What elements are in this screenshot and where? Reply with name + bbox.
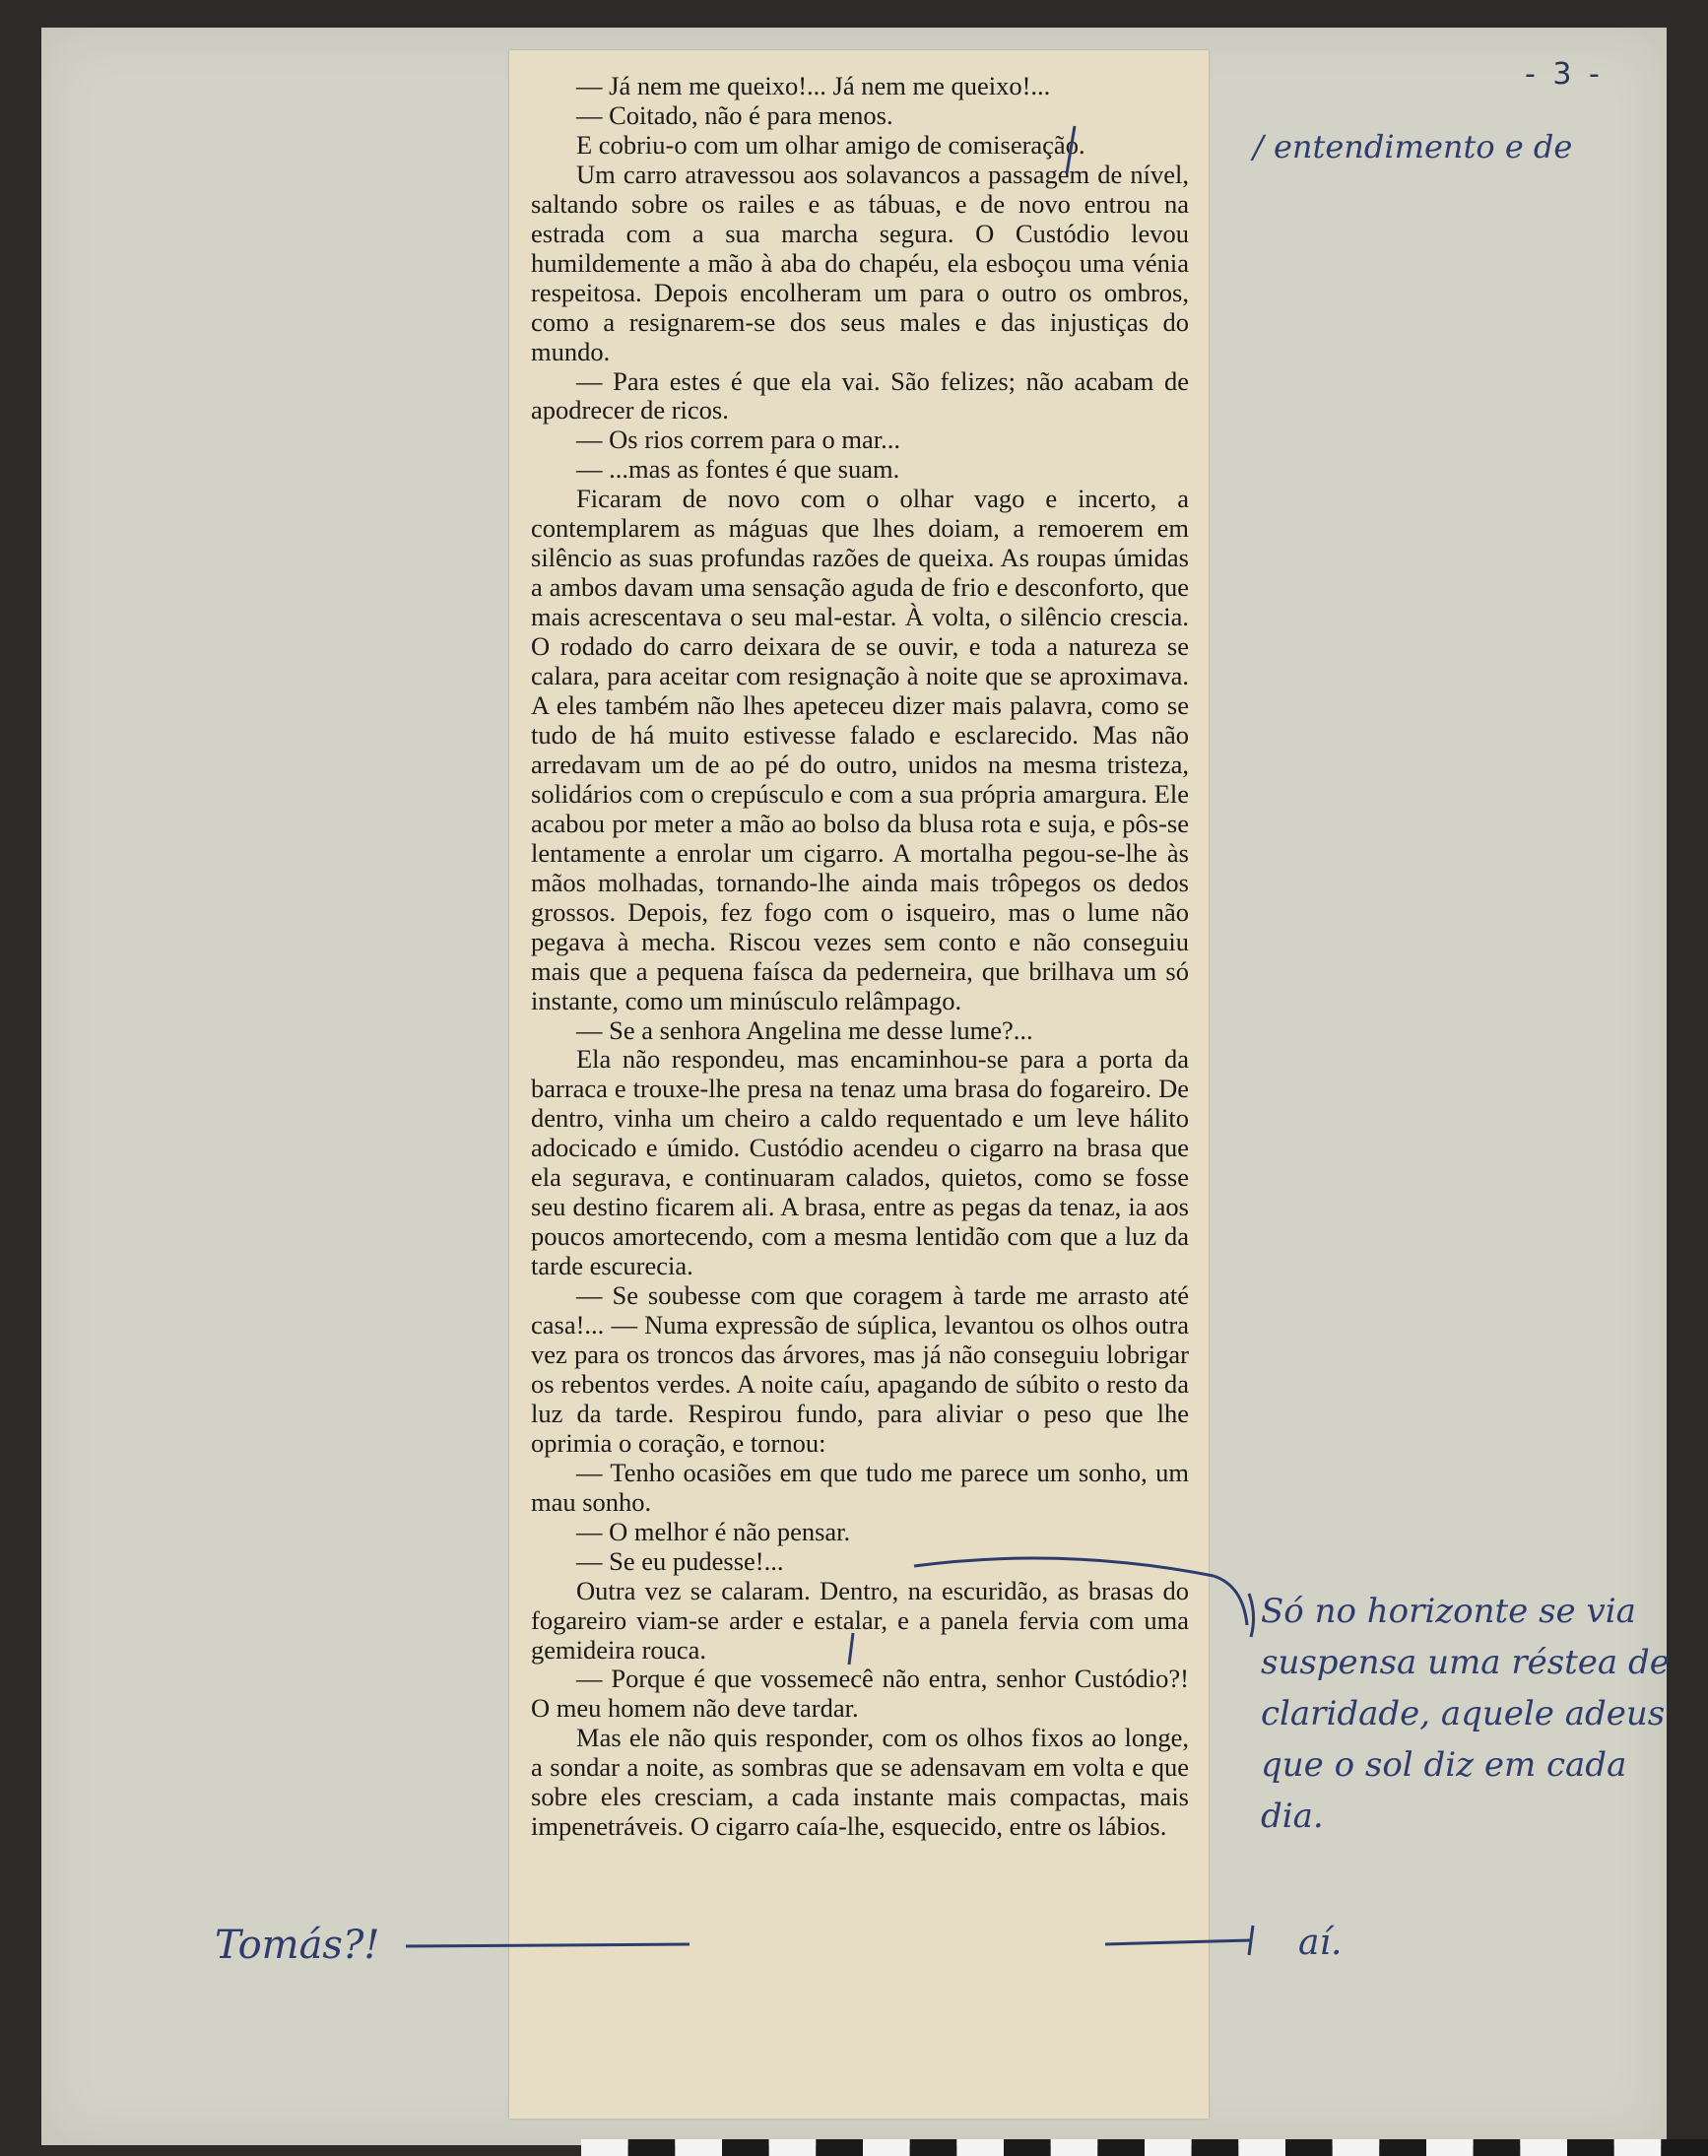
ruler-segment [956,2139,1004,2156]
left-bracket [1249,1594,1254,1637]
ruler-segment [1426,2139,1474,2156]
annotation-top-right: / entendimento e de [1253,128,1573,165]
ruler-segment [1051,2139,1098,2156]
paragraph: — Para estes é que ela vai. São felizes; não acabam de apodrecer de ricos. [531,365,1189,425]
ruler-segment [1004,2139,1051,2156]
paragraph: — Porque é que vossemecê não entra, senhor Custódio?! O meu homem não deve tardar. [531,1664,1189,1724]
insert-mark-top [1067,126,1075,173]
paragraph: — O melhor é não pensar. [576,1516,851,1546]
paragraph: — Se soubesse com que coragem à tarde me arrasto até casa!... — Numa expressão de súplica, levantou os olhos outra vez para os troncos das árvores, mas já não conseguiu lobrigar os rebentos verdes. A noite caíu, apagando de súbito o resto da luz da tarde. Respirou fundo, para aliviar o peso que lhe oprimia o coração, e tornou: [531,1280,1189,1458]
ruler-segment [1097,2139,1145,2156]
ruler-segment [722,2139,769,2156]
paragraph: Ficaram de novo com o olhar vago e incerto, a contemplarem as máguas que lhes doiam, a remoerem em silêncio as suas profundas razões de queixa. As roupas úmidas a ambos davam uma sensação aguda de frio e desconforto, que mais acrescentava o seu mal-estar. À volta, o silêncio crescia. O rodado do carro deixara de se ouvir, e toda a natureza se calara, para aceitar com resignação à noite que se aproximava. A eles também não lhes apeteceu dizer mais palavra, como se tudo de há muito estivesse falado e esclarecido. Mas não arredavam um de ao pé do outro, unidos na mesma tristeza, solidários com o crepúsculo e com a sua própria amargura. Ele acabou por meter a mão ao bolso da blusa rota e suja, e pôs-se lentamente a enrolar um cigarro. A mortalha pegou-se-lhe às mãos molhadas, tornando-lhe ainda mais trôpegos os dedos grossos. Depois, fez fogo com o isqueiro, mas o lume não pegava à mecha. Riscou vezes sem conto e não conseguiu mais que a pequena faísca da pederneira, que brilhava um só instante, como um minúsculo relâmpago. [531,484,1189,1015]
paragraph: Outra vez se calaram. Dentro, na escuridão, as brasas do fogareiro viam-se arder e estalar, e a panela fervia com uma gemideira rouca. [531,1575,1189,1665]
insert-mark-b [1249,1926,1253,1955]
paragraph: — Se eu pudesse!... [576,1545,784,1576]
ruler-segment [910,2139,957,2156]
ruler-segment [769,2139,817,2156]
page-number: - 3 - [1525,57,1604,92]
ruler-segment [1567,2139,1614,2156]
ruler-segment [863,2139,910,2156]
annotation-ai: aí. [1298,1923,1343,1963]
annotation-right-margin: Só no horizonte se via suspensa uma réstea de claridade, aquele adeus que o sol diz em cada dia. [1261,1592,1670,1836]
ruler-segment [1661,2139,1708,2156]
paragraph: — Coitado, não é para menos. [576,99,893,130]
ruler-segment [1614,2139,1662,2156]
paragraph: — ...mas as fontes é que suam. [576,454,900,485]
ruler-segment [1238,2139,1285,2156]
paragraph: E cobriu-o com um olhar amigo de comiseração. [576,129,1085,160]
ruler-segment [1192,2139,1239,2156]
ruler-segment [816,2139,863,2156]
paragraph: — Se a senhora Angelina me desse lume?... [576,1014,1033,1045]
ruler-segment [628,2139,676,2156]
ruler-segment [1145,2139,1192,2156]
strike-line-2 [406,1944,690,1946]
paragraph: Mas ele não quis responder, com os olhos fixos ao longe, a sondar a noite, as sombras que se adensavam em volta e que sobre eles cresciam, a cada instante mais compactas, mais impenetráveis. O cigarro caía-lhe, esquecido, entre os lábios. [531,1723,1189,1842]
ruler-segment [1379,2139,1426,2156]
ruler-segment [1474,2139,1521,2156]
ruler-segment [581,2139,628,2156]
paragraph: — Os rios correm para o mar... [576,425,900,455]
strike-line-3 [1105,1940,1251,1944]
insert-mark-a [849,1633,853,1665]
ruler-segment [1333,2139,1380,2156]
ruler-segment [1520,2139,1567,2156]
paragraph: — Já nem me queixo!... Já nem me queixo!... [576,71,1051,100]
ruler-segment [1285,2139,1333,2156]
strike-line-1 [914,1558,1214,1576]
annotation-left-margin: Tomás?! [215,1923,380,1968]
paragraph: Um carro atravessou aos solavancos a passagem de nível, saltando sobre os railes e as tábuas, e de novo entrou na estrada com a sua marcha segura. O Custódio levou humildemente a mão à aba do chapéu, ela esboçou uma vénia respeitosa. Depois encolheram um para o outro os ombros, como a resignarem-se dos seus males e das injustiças do mundo. [531,159,1189,366]
paragraph: Ela não respondeu, mas encaminhou-se para a porta da barraca e trouxe-lhe presa na tenaz uma brasa do fogareiro. De dentro, vinha um cheiro a caldo requentado e um leve hálito adocicado e úmido. Custódio acendeu o cigarro na brasa que ela segurava, e continuaram calados, quietos, como se fosse seu destino ficarem ali. A brasa, entre as pegas da tenaz, ia aos poucos amortecendo, com a mesma lentidão com que a luz da tarde escurecia. [531,1044,1189,1281]
ruler-strip [581,2139,1708,2156]
connector-to-right-note [1214,1576,1247,1625]
paragraph: — Tenho ocasiões em que tudo me parece um sonho, um mau sonho. [531,1457,1189,1517]
ruler-segment [675,2139,722,2156]
